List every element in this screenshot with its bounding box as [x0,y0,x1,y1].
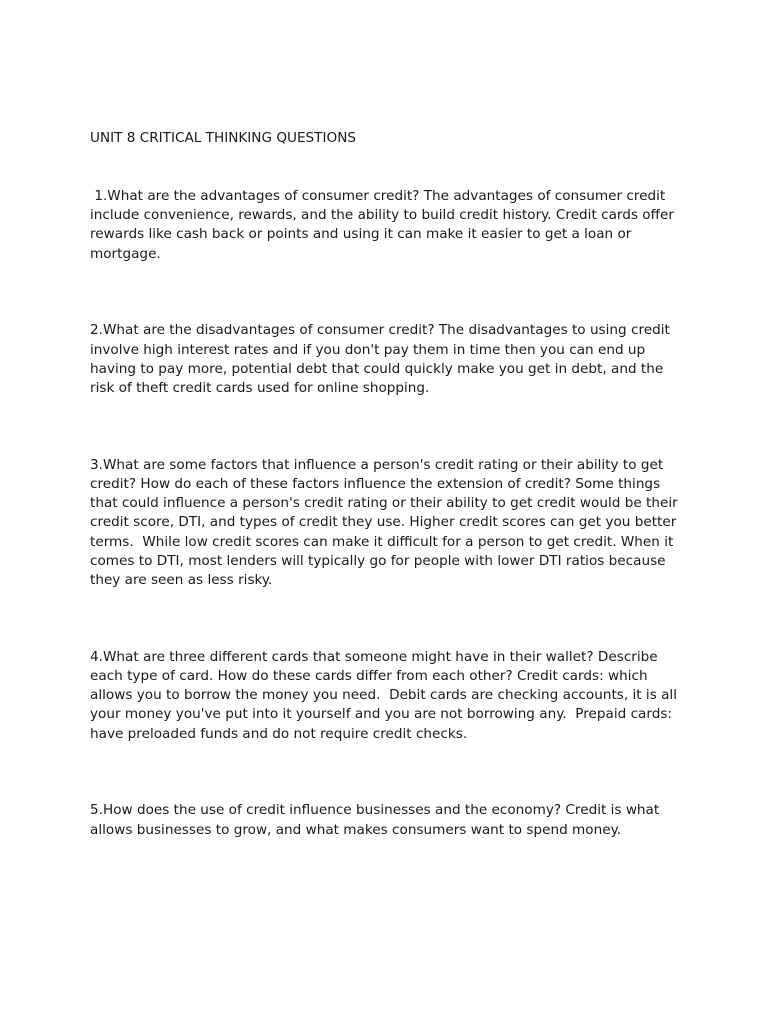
paragraph-question-2: 2.What are the disadvantages of consumer credit? The disadvantages to using credit involve high interest rates and if you don't pay them in time then you can end up having to pay more, potential debt that could quickly make you get in debt, and the risk of theft credit cards used for online shopping. [90,322,675,397]
document-body [90,91,690,897]
document-title: UNIT 8 CRITICAL THINKING QUESTIONS [90,130,356,147]
paragraph-question-1: 1.What are the advantages of consumer credit? The advantages of consumer credit include convenience, rewards, and the ability to build credit history. Credit cards offer rewards like cash back or points and using it can make it easier to get a loan or mortgage. [90,188,679,262]
paragraph-question-4: 4.What are three different cards that someone might have in their wallet? Describe each type of card. How do these cards differ from each other? Credit cards: which allows you to borrow the money you need. Debit cards are checking accounts, it is all your money you've put into it yourself and you are not borrowing any. Prepaid cards: have preloaded funds and do not require credit checks. [90,648,682,742]
paragraph-question-3: 3.What are some factors that influence a person's credit rating or their ability to get credit? How do each of these factors influence the extension of credit? Some things that could influence a person's credit rating or their ability to get credit would be their credit score, DTI, and types of credit they use. Higher credit scores can get you better terms. While low credit scores can make it difficult for a person to get credit. When it comes to DTI, most lenders will typically go for people with lower DTI ratios because they are seen as less risky. [90,456,683,589]
paragraph-question-5: 5.How does the use of credit influence businesses and the economy? Credit is what allows businesses to grow, and what makes consumers want to spend money. [90,802,664,838]
